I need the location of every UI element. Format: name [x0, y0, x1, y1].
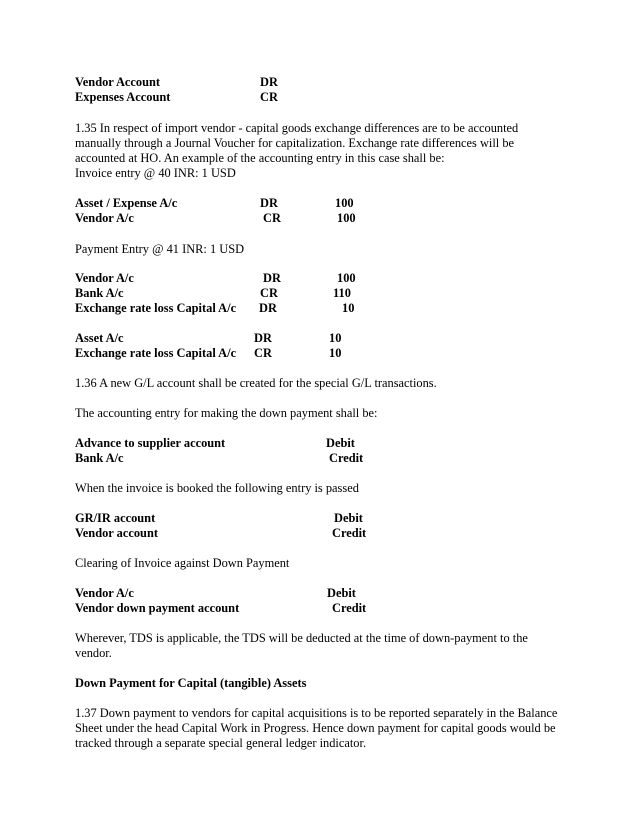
journal-amount: 100 — [337, 211, 356, 225]
journal-amount: 110 — [333, 286, 351, 300]
section-heading: Down Payment for Capital (tangible) Assets — [75, 676, 307, 690]
journal-dc: DR — [254, 331, 272, 345]
journal-amount: 10 — [342, 301, 355, 315]
journal-label: Bank A/c — [75, 451, 124, 465]
journal-label: Exchange rate loss Capital A/c — [75, 301, 237, 315]
paragraph-line: Invoice entry @ 40 INR: 1 USD — [75, 166, 236, 180]
journal-dc: Credit — [329, 451, 364, 465]
section-heading: Payment Entry @ 41 INR: 1 USD — [75, 242, 245, 256]
paragraph-line: 1.37 Down payment to vendors for capital acquisitions is to be reported separately in the Balance — [75, 706, 558, 720]
paragraph-line: 1.35 In respect of import vendor - capital goods exchange differences are to be accounted — [75, 121, 519, 135]
journal-dc: CR — [260, 286, 278, 300]
journal-dc: CR — [260, 90, 278, 104]
paragraph-line: When the invoice is booked the following entry is passed — [75, 481, 359, 495]
journal-dc: CR — [263, 211, 281, 225]
journal-dc: DR — [260, 75, 278, 89]
journal-label: Vendor Account — [75, 75, 161, 89]
journal-amount: 10 — [329, 346, 342, 360]
journal-label: Advance to supplier account — [75, 436, 226, 450]
journal-dc: DR — [263, 271, 281, 285]
journal-label: Bank A/c — [75, 286, 124, 300]
paragraph-line: accounted at HO. An example of the accounting entry in this case shall be: — [75, 151, 445, 165]
journal-label: Expenses Account — [75, 90, 171, 104]
paragraph-line: Sheet under the head Capital Work in Progress. Hence down payment for capital goods would be — [75, 721, 556, 735]
paragraph-line: 1.36 A new G/L account shall be created for the special G/L transactions. — [75, 376, 437, 390]
journal-dc: DR — [260, 196, 278, 210]
journal-dc: Debit — [334, 511, 363, 525]
journal-label: Vendor account — [75, 526, 158, 540]
journal-dc: Debit — [327, 586, 356, 600]
paragraph-line: The accounting entry for making the down payment shall be: — [75, 406, 378, 420]
journal-label: Asset / Expense A/c — [75, 196, 178, 210]
journal-dc: Credit — [332, 601, 367, 615]
journal-dc: Debit — [326, 436, 355, 450]
paragraph-line: vendor. — [75, 646, 112, 660]
paragraph-line: tracked through a separate special general ledger indicator. — [75, 736, 367, 750]
paragraph-line: Wherever, TDS is applicable, the TDS will be deducted at the time of down-payment to the — [75, 631, 528, 645]
journal-label: GR/IR account — [75, 511, 156, 525]
journal-dc: DR — [259, 301, 277, 315]
journal-label: Vendor down payment account — [75, 601, 240, 615]
journal-label: Vendor A/c — [75, 586, 134, 600]
journal-amount: 100 — [337, 271, 356, 285]
journal-label: Asset A/c — [75, 331, 124, 345]
journal-amount: 10 — [329, 331, 342, 345]
journal-label: Vendor A/c — [75, 271, 134, 285]
paragraph-line: Clearing of Invoice against Down Payment — [75, 556, 290, 570]
paragraph-line: manually through a Journal Voucher for capitalization. Exchange rate differences will be — [75, 136, 515, 150]
journal-label: Vendor A/c — [75, 211, 134, 225]
journal-label: Exchange rate loss Capital A/c — [75, 346, 237, 360]
journal-dc: Credit — [332, 526, 367, 540]
journal-dc: CR — [254, 346, 272, 360]
journal-amount: 100 — [335, 196, 354, 210]
